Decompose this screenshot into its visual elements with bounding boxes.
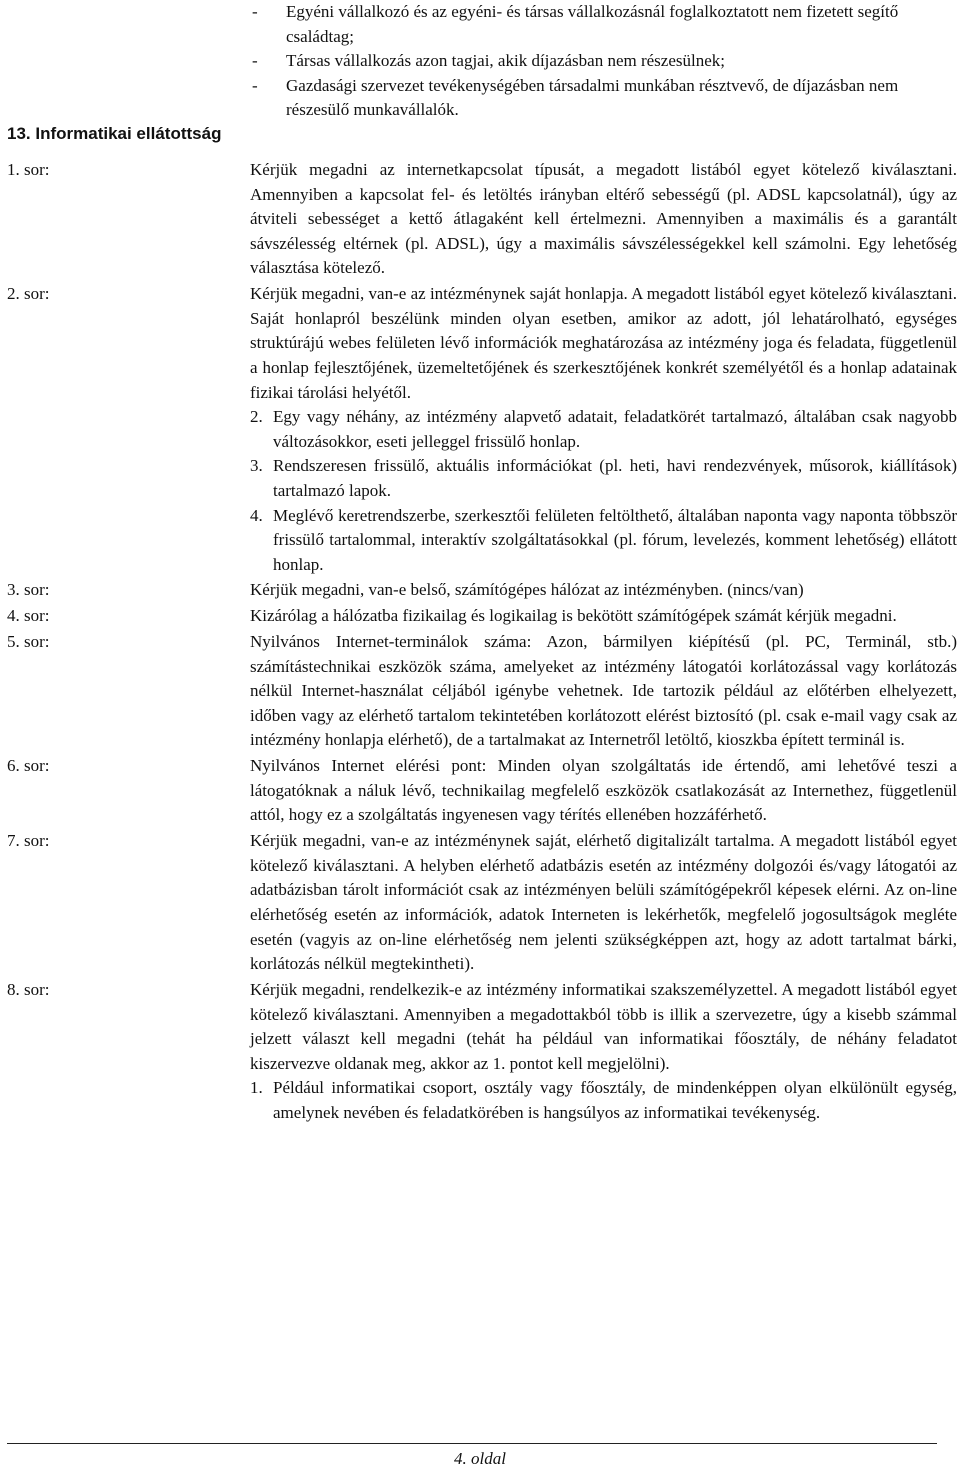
row-definition-1: [7, 158, 957, 281]
footer-divider: [7, 1443, 937, 1444]
row-text: Kérjük megadni, van-e az intézménynek saját honlapja. A megadott listából egyet kötelező kiválasztani. Saját honlapról beszélünk minden olyan esetben, amikor az adott, jól lehatárolható, egységes struktúrájú webes felületen lévő információk meghatározása az intézmény joga és feladata, függetlenül a honlap fejlesztőjének, üzemeltetőjének és szerkesztőjének konkrét személyétől és a honlap adatainak fizikai tárolási helyétől.: [250, 284, 957, 402]
page-number: 4. oldal: [454, 1449, 506, 1468]
row-definition-8: [7, 978, 957, 1126]
row-definition-4: [7, 604, 957, 629]
row-text: Kérjük megadni, van-e az intézménynek saját, elérhető digitalizált tartalma. A megadott listából egyet kötelező kiválasztani. A helyben elérhető adatbázis esetén az intézmény dolgozói és/vagy látogatói az adatbázisban tárolt információt csak az intézményen belüli számítógépekről képesek elérni. Az on-line elérhetőség esetén az információk, adatok Interneten is lekérhetők, megfelelő jogosultságok megléte esetén (vagyis az on-line elérhetőség nem jelenti szükségképpen azt, hogy az adott tartalmat bárki, korlátozás nélkül megtekintheti).: [250, 831, 957, 974]
row-label: 2. sor:: [7, 284, 50, 304]
row-label: 6. sor:: [7, 756, 50, 776]
numbered-item: 1. Például informatikai csoport, osztály vagy főosztály, de mindenképpen olyan elkülönült egység, amelynek nevében és feladatkörében is hangsúlyos az informatikai tevékenység.: [250, 1078, 957, 1122]
row-definition-2: [7, 282, 957, 577]
row-label: 8. sor:: [7, 979, 50, 999]
row-label: 7. sor:: [7, 831, 50, 851]
row-label: 5. sor:: [7, 632, 50, 652]
row-label: 4. sor:: [7, 606, 50, 626]
numbered-item: 2. Egy vagy néhány, az intézmény alapvető adatait, feladatkörét tartalmazó, általában csak nagyobb változásokkor, eseti jelleggel frissülő honlap.: [250, 407, 957, 451]
row-definition-7: [7, 829, 957, 977]
list-item: - Társas vállalkozás azon tagjai, akik díjazásban nem részesülnek;: [252, 51, 725, 71]
section-title: 13. Informatikai ellátottság: [7, 124, 222, 143]
numbered-item: 4. Meglévő keretrendszerbe, szerkesztői felületen feltölthető, általában naponta vagy naponta többször frissülő tartalommal, interaktív szolgáltatásokkal (pl. fórum, levelezés, komment lehetőség) ellátott honlap.: [250, 505, 957, 574]
row-definition-3: [7, 578, 957, 603]
numbered-item: 3. Rendszeresen frissülő, aktuális információkat (pl. heti, havi rendezvények, műsorok, kiállítások) tartalmazó lapok.: [250, 456, 957, 500]
row-text: Kérjük megadni az internetkapcsolat típusát, a megadott listából egyet kötelező kiválasztani. Amennyiben a kapcsolat fel- és letöltés irányban eltérő sebességű (pl. ADSL kapcsolatnál), úgy az átviteli sebességet a kettő átlagaként kell értelmezni. Amennyiben a maximális és a garantált sávszélesség eltérnek (pl. ADSL), úgy a maximális sávszélességekkel kell számolni. Egy lehetőség választása kötelező.: [250, 160, 957, 278]
row-definition-6: [7, 754, 957, 828]
row-definitions: [7, 158, 957, 1127]
row-text: Kizárólag a hálózatba fizikailag és logikailag is bekötött számítógépek számát kérjük megadni.: [250, 606, 897, 626]
row-text: Nyilvános Internet elérési pont: Minden olyan szolgáltatás ide értendő, ami lehetővé teszi a látogatóknak a náluk lévő, technikailag megfelelő eszközök csatlakozását az Internethez, függetlenül attól, hogy ez a szolgáltatás ingyenesen vagy térítés ellenében hozzáférhető.: [250, 756, 957, 825]
row-text: Kérjük megadni, van-e belső, számítógépes hálózat az intézményben. (nincs/van): [250, 580, 804, 600]
list-item: - Egyéni vállalkozó és az egyéni- és társas vállalkozásnál foglalkoztatott nem fizetett segítő családtag;: [252, 2, 899, 46]
list-item: - Gazdasági szervezet tevékenységében társadalmi munkában résztvevő, de díjazásban nem részesülő munkavállalók.: [252, 75, 899, 120]
top-dash-list: [250, 0, 960, 123]
row-label: 3. sor:: [7, 580, 50, 600]
row-text: Kérjük megadni, rendelkezik-e az intézmény informatikai szakszemélyzettel. A megadott listából egyet kötelező kiválasztani. Amennyiben a megadottakból több is illik a szervezetre, úgy a kisebb számmal jelzett választ kell megadni (tehát ha például van informatikai főosztály, de néhány feladatot kiszervezve oldanak meg, akkor az 1. pontot kell megjelölni).: [250, 979, 957, 1073]
row-definition-5: [7, 630, 957, 753]
row-label: 1. sor:: [7, 160, 50, 179]
row-text: Nyilvános Internet-terminálok száma: Azon, bármilyen kiépítésű (pl. PC, Terminál, stb.) számítástechnikai eszközök száma, amelyeket az intézmény látogatói korlátozással vagy korlátozás nélkül Internet-használat céljából igénybe vehetnek. Ide tartozik például az előtérben elhelyezett, időben vagy az elérhető tartalom tekintetében korlátozott elérést biztosító (pl. csak e-mail vagy csak az intézmény honlapja elérhető), de a tartalmakat az Internetről letöltő, kioszkba épített terminál is.: [250, 632, 957, 750]
